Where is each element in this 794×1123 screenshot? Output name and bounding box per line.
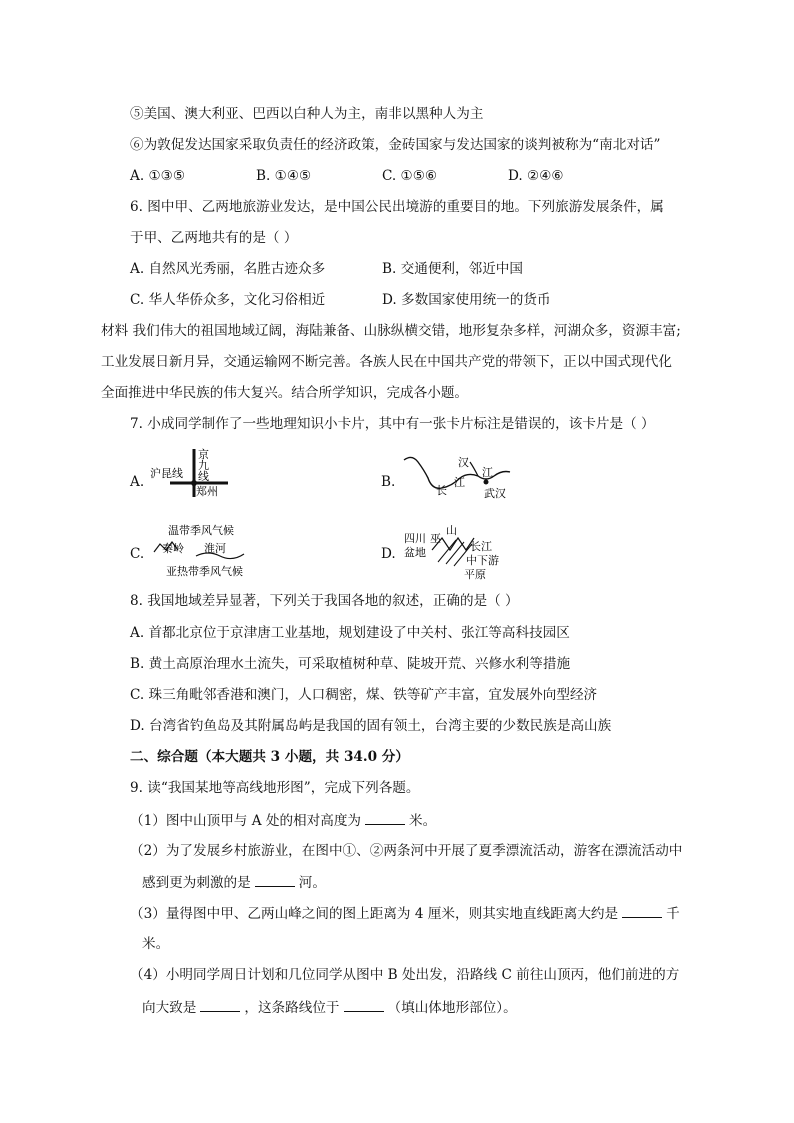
q6-stem-line1: 6. 图中甲、乙两地旅游业发达，是中国公民出境游的重要目的地。下列旅游发展条件，属 (130, 199, 664, 215)
q7-stem: 7. 小成同学制作了一些地理知识小卡片，其中有一张卡片标注是错误的，该卡片是（ ） (130, 416, 655, 432)
q9-part4-text-b: 向大致是 (142, 1000, 197, 1016)
card-d-text-5: 长江 (470, 540, 492, 553)
q9-part3-line2: 米。 (142, 936, 170, 952)
q9-part2-text-c: 河。 (298, 875, 326, 891)
q9-part4-line1: （4）小明同学周日计划和几位同学从图中 B 处出发，沿路线 C 前往山顶丙，他们前进的方 (130, 967, 680, 983)
q7-label-a: A. (130, 474, 145, 490)
q7-card-c-diagram (148, 522, 263, 580)
q9-part2-line1: （2）为了发展乡村旅游业，在图中①、②两条河中开展了夏季漂流活动，游客在漂流活动中 (130, 843, 683, 859)
q7-card-a-diagram (148, 445, 248, 500)
q9-part2-text-b: 感到更为刺激的是 (142, 875, 251, 891)
card-b-text-1: 汉 (458, 456, 469, 469)
card-d-text-4: 山 (446, 524, 457, 537)
card-c-text-2: 秦岭 (162, 542, 184, 555)
card-d-text-2: 盆地 (404, 546, 426, 559)
q6-option-a: A. 自然风光秀丽，名胜古迹众多 (130, 261, 326, 277)
q5-option-b: B. ①④⑤ (256, 168, 312, 184)
card-c-text-4: 亚热带季风气候 (166, 565, 243, 578)
q6-stem-line2: 于甲、乙两地共有的是（ ） (130, 230, 298, 246)
card-b-text-5: 武汉 (484, 487, 506, 500)
q7-card-b-diagram (398, 452, 518, 502)
q5-option-d: D. ②④⑥ (508, 168, 564, 184)
card-b-text-2: 江 (482, 466, 493, 479)
q9-part1-text-b: 米。 (409, 813, 437, 829)
q9-stem: 9. 读“我国某地等高线地形图”，完成下列各题。 (130, 780, 420, 796)
card-d-text-6: 中下游 (466, 554, 499, 567)
card-b-text-4: 江 (454, 476, 465, 489)
material-line1: 材料 我们伟大的祖国地域辽阔，海陆兼备、山脉纵横交错，地形复杂多样，河湖众多，资源丰富; (101, 323, 681, 339)
q9-part4-blank-1[interactable] (200, 997, 240, 1012)
card-a-text-4: 沪昆线 (150, 467, 183, 480)
q9-part1-text-a: （1）图中山顶甲与 A 处的相对高度为 (130, 813, 362, 829)
section-2-heading: 二、综合题（本大题共 3 小题，共 34.0 分） (130, 749, 409, 765)
card-a-text-5: 郑州 (196, 485, 218, 498)
card-a-text-2: 九 (198, 459, 209, 472)
q9-part1 (130, 810, 436, 831)
q8-stem: 8. 我国地域差异显著，下列关于我国各地的叙述，正确的是（ ） (130, 593, 519, 609)
q9-part4-blank-2[interactable] (344, 997, 384, 1012)
card-c-text-1: 温带季风气候 (168, 524, 234, 537)
q7-label-d: D. (381, 546, 396, 562)
card-b-text-3: 长 (436, 484, 447, 497)
material-line3: 全面推进中华民族的伟大复兴。结合所学知识，完成各小题。 (101, 385, 469, 401)
q9-part2-line2 (142, 872, 326, 893)
q9-part1-blank[interactable] (365, 810, 405, 825)
q9-part3-text-b: 千 (666, 906, 680, 922)
card-c-text-3: 淮河 (204, 542, 226, 555)
q9-part4-text-c: ，这条路线位于 (244, 1000, 340, 1016)
q5-statement-6: ⑥为敦促发达国家采取负责任的经济政策，金砖国家与发达国家的谈判被称为“南北对话” (130, 137, 661, 153)
q9-part2-blank[interactable] (255, 872, 295, 887)
q6-option-d: D. 多数国家使用统一的货币 (382, 292, 551, 308)
q6-option-b: B. 交通便利，邻近中国 (382, 261, 523, 277)
q9-part3-line1 (130, 903, 680, 924)
material-line2: 工业发展日新月异，交通运输网不断完善。各族人民在中国共产党的带领下，正以中国式现代化 (101, 354, 672, 370)
q6-option-c: C. 华人华侨众多，文化习俗相近 (130, 292, 326, 308)
q5-option-c: C. ①⑤⑥ (382, 168, 438, 184)
q9-part4-line2 (142, 997, 517, 1018)
q8-option-b: B. 黄土高原治理水土流失，可采取植树种草、陡坡开荒、兴修水利等措施 (130, 656, 571, 672)
q9-part3-blank[interactable] (622, 903, 662, 918)
card-d-text-7: 平原 (464, 568, 486, 581)
q9-part4-text-d: （填山体地形部位）。 (387, 1000, 517, 1016)
q9-part3-text-a: （3）量得图中甲、乙两山峰之间的图上距离为 4 厘米，则其实地直线距离大约是 (130, 906, 619, 922)
q5-statement-5: ⑤美国、澳大利亚、巴西以白种人为主，南非以黑种人为主 (130, 106, 484, 122)
q7-label-c: C. (130, 546, 145, 562)
card-d-text-3: 巫 (430, 532, 441, 545)
q7-label-b: B. (381, 474, 396, 490)
q8-option-d: D. 台湾省钓鱼岛及其附属岛屿是我国的固有领土，台湾主要的少数民族是高山族 (130, 718, 612, 734)
card-a-text-3: 线 (198, 470, 209, 483)
q8-option-c: C. 珠三角毗邻香港和澳门，人口稠密，煤、铁等矿产丰富，宜发展外向型经济 (130, 687, 598, 703)
q5-option-a: A. ①③⑤ (130, 168, 186, 184)
q8-option-a: A. 首都北京位于京津唐工业基地，规划建设了中关村、张江等高科技园区 (130, 625, 570, 641)
card-d-text-1: 四川 (404, 532, 426, 545)
card-a-text-1: 京 (198, 448, 209, 461)
q7-card-d-diagram (398, 520, 518, 582)
